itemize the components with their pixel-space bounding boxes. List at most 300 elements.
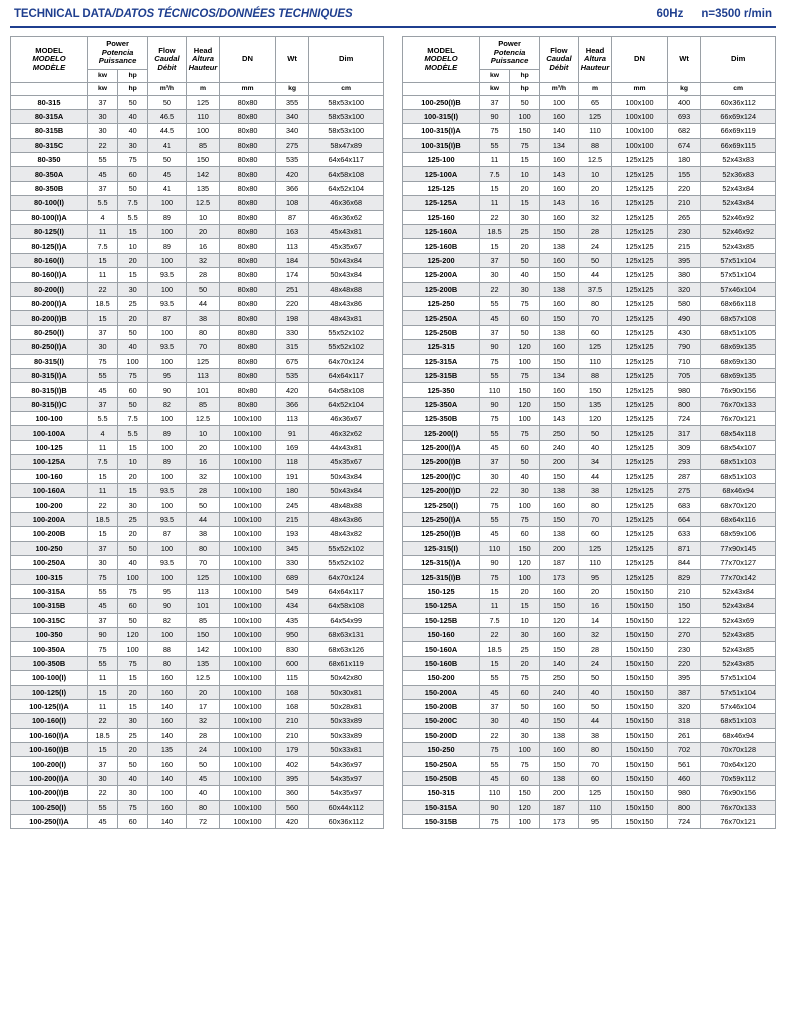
cell-value: 710 [667, 354, 701, 368]
cell-value: 15 [118, 484, 148, 498]
cell-value: 87 [148, 311, 187, 325]
cell-value: 75 [480, 354, 510, 368]
cell-value: 15 [510, 196, 540, 210]
table-row [11, 397, 384, 411]
cell-value: 134 [540, 138, 579, 152]
cell-value: 64x70x124 [309, 570, 384, 584]
cell-value: 90 [480, 109, 510, 123]
header-flow: Flow Caudal Débit [148, 37, 187, 83]
cell-value: 434 [275, 599, 309, 613]
cell-value: 200 [540, 786, 579, 800]
cell-model: 100-125(I)A [11, 699, 88, 713]
cell-value: 18.5 [88, 728, 118, 742]
cell-value: 125x125 [612, 153, 667, 167]
header-dim: Dim [309, 37, 384, 83]
cell-value: 113 [186, 584, 220, 598]
table-row [403, 239, 776, 253]
cell-value: 15 [480, 584, 510, 598]
cell-value: 68x51x105 [701, 325, 776, 339]
cell-value: 75 [510, 368, 540, 382]
unit-hp-2: hp [510, 82, 540, 95]
cell-value: 82 [148, 613, 187, 627]
cell-model: 125-200(I)A [403, 440, 480, 454]
cell-value: 110 [480, 541, 510, 555]
cell-value: 45 [480, 311, 510, 325]
cell-value: 89 [148, 455, 187, 469]
cell-value: 32 [186, 469, 220, 483]
cell-value: 100x100 [220, 800, 275, 814]
cell-value: 100 [148, 440, 187, 454]
cell-value: 22 [88, 138, 118, 152]
cell-value: 7.5 [480, 167, 510, 181]
cell-value: 80x80 [220, 368, 275, 382]
cell-value: 110 [578, 124, 612, 138]
cell-value: 100x100 [612, 124, 667, 138]
cell-value: 50x43x84 [309, 268, 384, 282]
cell-value: 125x125 [612, 268, 667, 282]
cell-model: 100-200B [11, 527, 88, 541]
table-row [11, 699, 384, 713]
cell-value: 50x33x89 [309, 714, 384, 728]
cell-value: 37 [480, 455, 510, 469]
table-row [11, 268, 384, 282]
cell-value: 68x46x94 [701, 484, 776, 498]
cell-value: 68x51x103 [701, 714, 776, 728]
cell-value: 125x125 [612, 296, 667, 310]
cell-value: 60x36x112 [309, 815, 384, 829]
cell-value: 52x43x85 [701, 627, 776, 641]
cell-value: 20 [186, 440, 220, 454]
cell-value: 160 [540, 109, 579, 123]
cell-value: 80x80 [220, 95, 275, 109]
cell-model: 150-160 [403, 627, 480, 641]
table-row [403, 656, 776, 670]
cell-value: 80x80 [220, 340, 275, 354]
cell-value: 52x46x92 [701, 225, 776, 239]
cell-value: 89 [148, 210, 187, 224]
cell-value: 80x80 [220, 268, 275, 282]
unit-dim: cm [309, 82, 384, 95]
cell-value: 28 [578, 642, 612, 656]
cell-value: 168 [275, 685, 309, 699]
cell-value: 100 [148, 253, 187, 267]
cell-value: 420 [275, 815, 309, 829]
cell-value: 7.5 [88, 455, 118, 469]
tables-container [10, 36, 776, 829]
cell-value: 100 [148, 627, 187, 641]
cell-model: 125-250(I)A [403, 512, 480, 526]
table-row [11, 498, 384, 512]
cell-model: 100-200A [11, 512, 88, 526]
unit-kw-2: kw [88, 82, 118, 95]
cell-value: 980 [667, 786, 701, 800]
cell-value: 45 [88, 383, 118, 397]
cell-model: 125-315B [403, 368, 480, 382]
cell-value: 12.5 [186, 412, 220, 426]
unit-flow: m³/h [148, 82, 187, 95]
cell-model: 80-350B [11, 181, 88, 195]
cell-value: 55 [88, 800, 118, 814]
cell-value: 75 [118, 800, 148, 814]
cell-model: 150-200B [403, 699, 480, 713]
cell-value: 125x125 [612, 282, 667, 296]
cell-value: 125x125 [612, 311, 667, 325]
cell-value: 150 [540, 599, 579, 613]
title-en: TECHNICAL DATA [14, 8, 113, 20]
cell-value: 45 [186, 771, 220, 785]
cell-value: 80x80 [220, 311, 275, 325]
cell-value: 46x32x62 [309, 426, 384, 440]
cell-value: 22 [480, 484, 510, 498]
cell-value: 75 [118, 368, 148, 382]
table-row [11, 800, 384, 814]
table-row [11, 253, 384, 267]
cell-value: 100 [118, 642, 148, 656]
table-row [403, 311, 776, 325]
cell-value: 70x70x128 [701, 743, 776, 757]
cell-model: 100-350B [11, 656, 88, 670]
cell-value: 125x125 [612, 512, 667, 526]
cell-value: 68x69x135 [701, 368, 776, 382]
cell-value: 135 [186, 181, 220, 195]
cell-value: 125x125 [612, 253, 667, 267]
cell-value: 68x61x119 [309, 656, 384, 670]
cell-value: 30 [88, 109, 118, 123]
cell-value: 52x43x83 [701, 153, 776, 167]
cell-model: 125-160A [403, 225, 480, 239]
cell-value: 135 [186, 656, 220, 670]
cell-value: 77x70x142 [701, 570, 776, 584]
table-row [403, 440, 776, 454]
table-row [11, 95, 384, 109]
cell-value: 143 [540, 196, 579, 210]
cell-value: 65 [578, 95, 612, 109]
cell-value: 52x43x84 [701, 599, 776, 613]
cell-value: 87 [148, 527, 187, 541]
cell-value: 90 [480, 340, 510, 354]
cell-value: 125x125 [612, 354, 667, 368]
table-row [403, 225, 776, 239]
cell-model: 80-100(I)A [11, 210, 88, 224]
cell-value: 460 [667, 771, 701, 785]
table-row [11, 138, 384, 152]
cell-value: 275 [667, 484, 701, 498]
cell-value: 48x43x82 [309, 527, 384, 541]
table-row [11, 239, 384, 253]
cell-value: 90 [148, 383, 187, 397]
cell-value: 60 [118, 599, 148, 613]
cell-value: 50 [510, 699, 540, 713]
cell-value: 18.5 [88, 296, 118, 310]
table-row [11, 570, 384, 584]
cell-value: 150 [540, 469, 579, 483]
cell-value: 140 [540, 124, 579, 138]
cell-value: 40 [510, 714, 540, 728]
cell-value: 125x125 [612, 412, 667, 426]
table-row [403, 671, 776, 685]
table-row [403, 627, 776, 641]
cell-value: 80 [578, 743, 612, 757]
cell-value: 160 [148, 714, 187, 728]
cell-value: 100 [148, 570, 187, 584]
cell-value: 16 [186, 455, 220, 469]
cell-value: 12.5 [578, 153, 612, 167]
cell-value: 44 [186, 296, 220, 310]
cell-value: 40 [118, 109, 148, 123]
cell-value: 38 [186, 311, 220, 325]
cell-value: 40 [186, 786, 220, 800]
cell-value: 120 [510, 397, 540, 411]
header-dim: Dim [701, 37, 776, 83]
cell-model: 150-315B [403, 815, 480, 829]
cell-value: 100x100 [220, 412, 275, 426]
cell-value: 150 [540, 311, 579, 325]
cell-value: 58x53x100 [309, 109, 384, 123]
cell-value: 76x70x121 [701, 815, 776, 829]
cell-value: 210 [667, 584, 701, 598]
cell-value: 64x54x99 [309, 613, 384, 627]
cell-value: 30 [88, 771, 118, 785]
cell-value: 122 [667, 613, 701, 627]
cell-value: 80x80 [220, 383, 275, 397]
cell-value: 37.5 [578, 282, 612, 296]
cell-value: 15 [118, 699, 148, 713]
cell-value: 25 [118, 512, 148, 526]
cell-value: 191 [275, 469, 309, 483]
cell-value: 50 [186, 282, 220, 296]
cell-value: 560 [275, 800, 309, 814]
cell-value: 10 [118, 239, 148, 253]
cell-model: 125-350 [403, 383, 480, 397]
table-row [11, 311, 384, 325]
cell-value: 633 [667, 527, 701, 541]
cell-value: 113 [186, 368, 220, 382]
header-specs [657, 8, 773, 20]
cell-value: 125x125 [612, 484, 667, 498]
cell-value: 68x63x131 [309, 627, 384, 641]
cell-value: 75 [510, 426, 540, 440]
cell-value: 5.5 [88, 412, 118, 426]
cell-value: 85 [186, 397, 220, 411]
cell-value: 187 [540, 556, 579, 570]
cell-value: 100 [148, 412, 187, 426]
cell-value: 30 [118, 786, 148, 800]
cell-value: 80x80 [220, 138, 275, 152]
cell-value: 160 [540, 210, 579, 224]
cell-value: 55x52x102 [309, 325, 384, 339]
cell-value: 41 [148, 138, 187, 152]
table-row [11, 354, 384, 368]
cell-value: 366 [275, 397, 309, 411]
cell-value: 60 [578, 325, 612, 339]
cell-model: 125-315 [403, 340, 480, 354]
cell-value: 366 [275, 181, 309, 195]
cell-value: 120 [510, 800, 540, 814]
cell-value: 160 [540, 498, 579, 512]
cell-value: 20 [118, 743, 148, 757]
cell-value: 20 [118, 311, 148, 325]
cell-model: 100-200 [11, 498, 88, 512]
cell-value: 125x125 [612, 325, 667, 339]
cell-value: 5.5 [118, 426, 148, 440]
cell-value: 44 [578, 469, 612, 483]
cell-model: 125-125 [403, 181, 480, 195]
table-row [11, 786, 384, 800]
cell-value: 18.5 [480, 225, 510, 239]
cell-value: 64x52x104 [309, 181, 384, 195]
cell-value: 220 [275, 296, 309, 310]
cell-value: 100x100 [220, 484, 275, 498]
cell-value: 12.5 [186, 196, 220, 210]
cell-value: 317 [667, 426, 701, 440]
cell-value: 5.5 [88, 196, 118, 210]
cell-value: 100x100 [220, 599, 275, 613]
cell-value: 138 [540, 239, 579, 253]
cell-value: 20 [186, 685, 220, 699]
cell-value: 160 [540, 627, 579, 641]
cell-value: 50 [148, 95, 187, 109]
cell-value: 15 [480, 181, 510, 195]
cell-value: 30 [480, 469, 510, 483]
cell-value: 100x100 [220, 613, 275, 627]
cell-value: 45x35x67 [309, 239, 384, 253]
cell-model: 125-250A [403, 311, 480, 325]
table-row [11, 181, 384, 195]
cell-value: 76x90x156 [701, 383, 776, 397]
cell-value: 45 [88, 167, 118, 181]
cell-value: 100 [148, 354, 187, 368]
cell-value: 75 [88, 642, 118, 656]
header-dn: DN [220, 37, 275, 83]
cell-value: 682 [667, 124, 701, 138]
cell-value: 46x36x62 [309, 210, 384, 224]
cell-value: 800 [667, 800, 701, 814]
header-head: Head Altura Hauteur [578, 37, 612, 83]
cell-value: 134 [540, 368, 579, 382]
cell-model: 80-315A [11, 109, 88, 123]
cell-value: 330 [275, 556, 309, 570]
cell-value: 173 [540, 815, 579, 829]
cell-value: 64x64x117 [309, 368, 384, 382]
table-row [403, 728, 776, 742]
cell-value: 790 [667, 340, 701, 354]
cell-value: 320 [667, 282, 701, 296]
cell-value: 150 [510, 124, 540, 138]
title-es: /DATOS TÉCNICOS [112, 8, 216, 20]
cell-value: 93.5 [148, 484, 187, 498]
unit-wt: kg [667, 82, 701, 95]
cell-value: 125 [578, 109, 612, 123]
cell-value: 30 [118, 282, 148, 296]
cell-value: 76x70x133 [701, 397, 776, 411]
cell-value: 160 [148, 757, 187, 771]
cell-value: 90 [148, 599, 187, 613]
cell-value: 150x150 [612, 656, 667, 670]
cell-value: 75 [510, 757, 540, 771]
cell-value: 77x90x145 [701, 541, 776, 555]
cell-value: 82 [148, 397, 187, 411]
unit-head: m [186, 82, 220, 95]
cell-value: 52x46x92 [701, 210, 776, 224]
cell-value: 50x43x84 [309, 484, 384, 498]
table-row [11, 743, 384, 757]
cell-value: 75 [480, 124, 510, 138]
cell-value: 50 [510, 325, 540, 339]
cell-value: 52x43x69 [701, 613, 776, 627]
cell-value: 108 [275, 196, 309, 210]
cell-value: 395 [667, 253, 701, 267]
cell-model: 125-160B [403, 239, 480, 253]
cell-value: 674 [667, 138, 701, 152]
table-row [403, 210, 776, 224]
cell-value: 30 [88, 340, 118, 354]
cell-value: 160 [540, 383, 579, 397]
cell-value: 100 [510, 743, 540, 757]
cell-value: 30 [118, 498, 148, 512]
cell-value: 80x80 [220, 282, 275, 296]
cell-value: 100x100 [220, 671, 275, 685]
cell-value: 10 [578, 167, 612, 181]
cell-value: 45 [480, 527, 510, 541]
cell-value: 125x125 [612, 167, 667, 181]
cell-value: 210 [275, 714, 309, 728]
cell-value: 15 [510, 153, 540, 167]
cell-value: 46x36x67 [309, 412, 384, 426]
cell-value: 68x57x108 [701, 311, 776, 325]
cell-value: 150 [540, 268, 579, 282]
cell-value: 125 [186, 570, 220, 584]
cell-value: 48x43x86 [309, 512, 384, 526]
cell-value: 25 [510, 642, 540, 656]
cell-value: 16 [578, 599, 612, 613]
cell-value: 50 [186, 757, 220, 771]
cell-value: 724 [667, 412, 701, 426]
cell-model: 80-200(I) [11, 282, 88, 296]
cell-value: 37 [88, 757, 118, 771]
cell-value: 60 [510, 685, 540, 699]
cell-value: 50 [186, 498, 220, 512]
cell-value: 95 [578, 570, 612, 584]
cell-value: 309 [667, 440, 701, 454]
cell-value: 110 [578, 800, 612, 814]
cell-value: 100x100 [612, 95, 667, 109]
cell-value: 28 [578, 225, 612, 239]
cell-value: 140 [148, 728, 187, 742]
cell-value: 100x100 [220, 642, 275, 656]
cell-value: 32 [578, 627, 612, 641]
cell-value: 100x100 [220, 541, 275, 555]
cell-model: 80-315(I)B [11, 383, 88, 397]
cell-value: 32 [186, 253, 220, 267]
cell-value: 113 [275, 239, 309, 253]
cell-value: 120 [578, 412, 612, 426]
cell-value: 22 [88, 714, 118, 728]
table-row [403, 786, 776, 800]
cell-value: 138 [540, 527, 579, 541]
cell-value: 60 [510, 527, 540, 541]
cell-value: 125 [578, 340, 612, 354]
cell-value: 125x125 [612, 426, 667, 440]
cell-value: 50x42x80 [309, 671, 384, 685]
table-row [11, 757, 384, 771]
cell-value: 829 [667, 570, 701, 584]
cell-value: 52x43x85 [701, 642, 776, 656]
cell-value: 150x150 [612, 627, 667, 641]
cell-value: 173 [540, 570, 579, 584]
cell-value: 261 [667, 728, 701, 742]
cell-model: 150-250 [403, 743, 480, 757]
cell-value: 55 [88, 153, 118, 167]
